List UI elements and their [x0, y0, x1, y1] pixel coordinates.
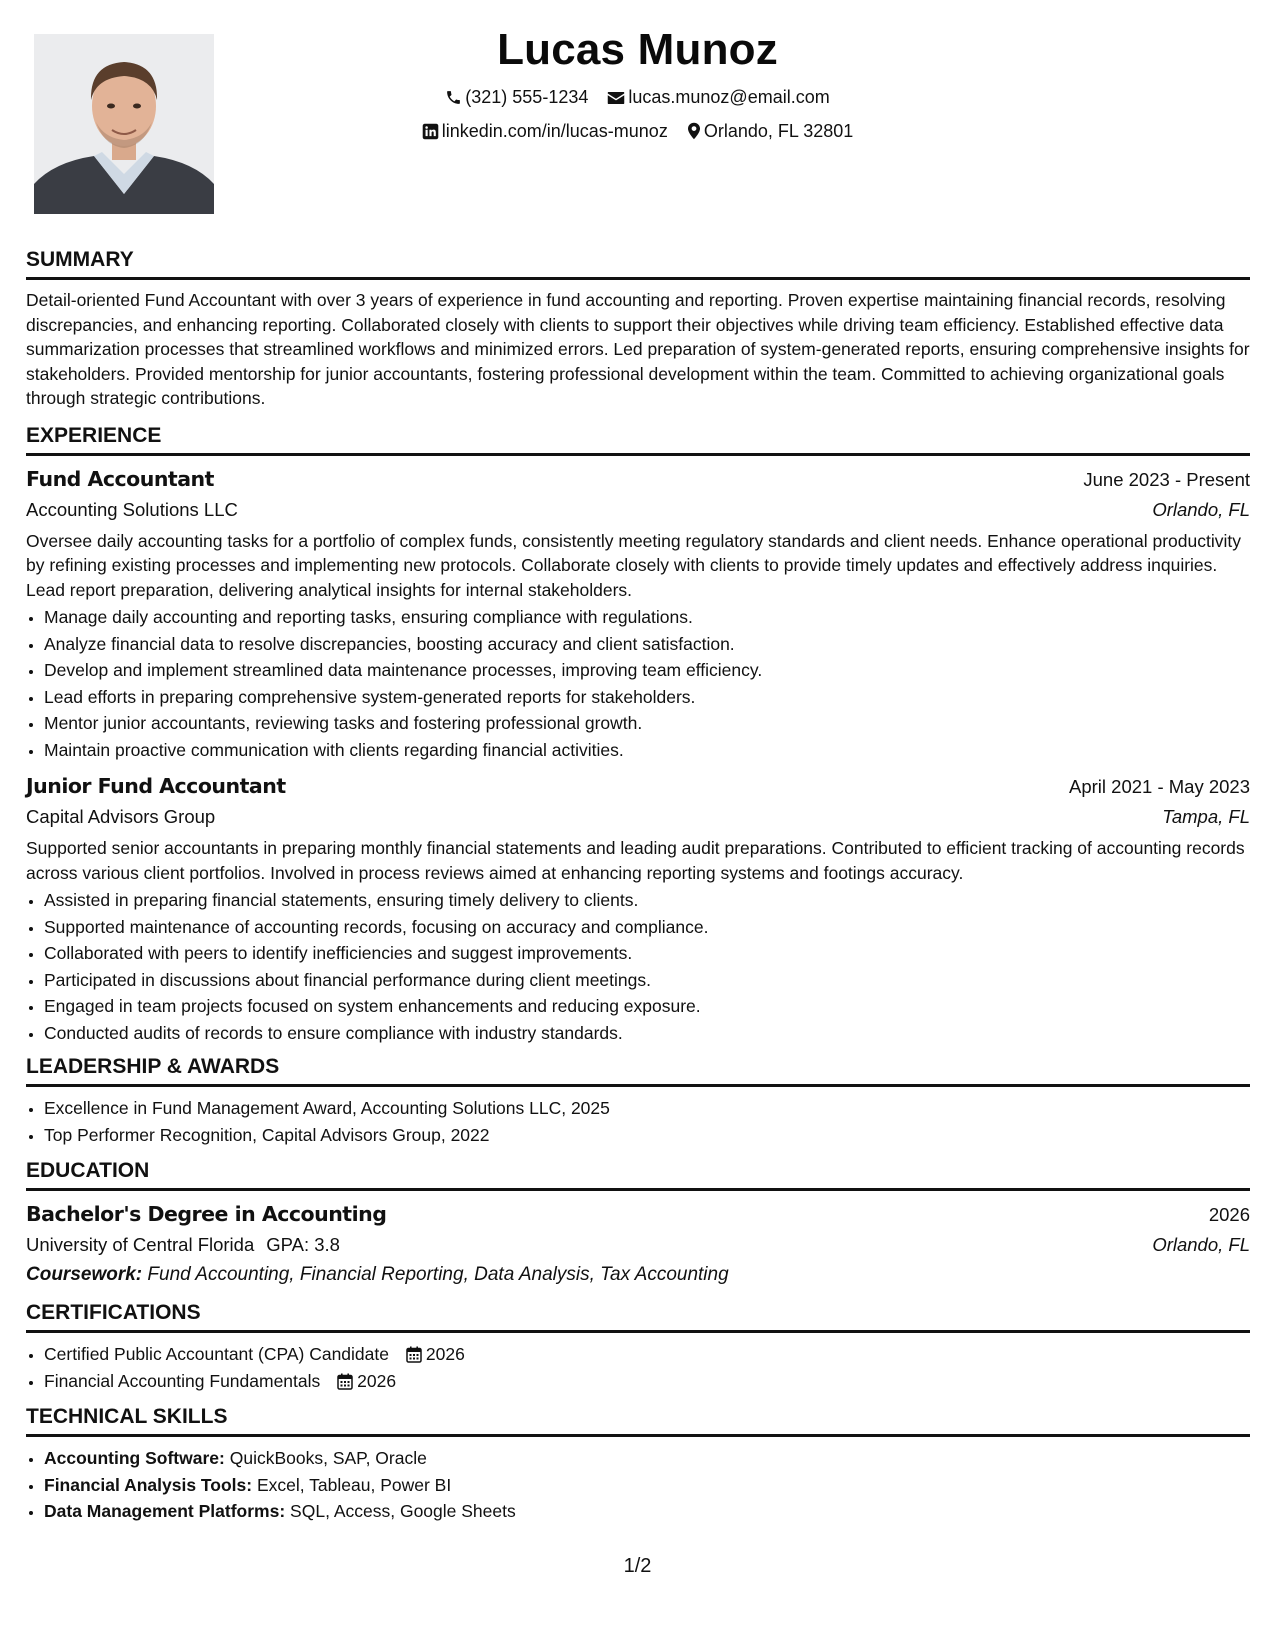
skill-value: Excel, Tableau, Power BI	[256, 1474, 452, 1495]
list-item: • Top Performer Recognition, Capital Advisors Group, 2022	[44, 1122, 1250, 1149]
job-bullets	[26, 604, 1250, 763]
school-name: University of Central Florida	[26, 1234, 255, 1255]
job-dates: June 2023 - Present	[1083, 468, 1250, 490]
list-item: • Manage daily accounting and reporting tasks, ensuring compliance with regulations.	[44, 604, 1250, 631]
skill-label: Accounting Software:	[44, 1448, 225, 1468]
list-item	[44, 1498, 1250, 1525]
skill-label: Financial Analysis Tools:	[44, 1474, 253, 1495]
job-entry	[26, 464, 1250, 764]
section-title: EXPERIENCE	[26, 423, 1250, 456]
awards-list	[26, 1095, 1250, 1148]
job-dates: April 2021 - May 2023	[1069, 776, 1250, 797]
coursework-label: Coursework:	[26, 1264, 143, 1285]
location-item	[687, 119, 853, 143]
gpa: GPA: 3.8	[266, 1234, 340, 1255]
location-text: Orlando, FL 32801	[703, 120, 854, 141]
page-number: 1/2	[623, 1555, 652, 1577]
linkedin-item[interactable]	[422, 119, 668, 143]
list-item: • Mentor junior accountants, reviewing tasks and fostering professional growth.	[44, 710, 1250, 737]
list-item	[44, 1445, 1250, 1472]
calendar-icon	[337, 1373, 353, 1390]
list-item: • Assisted in preparing financial statements, ensuring timely delivery to clients.	[44, 887, 1250, 914]
phone-icon	[445, 89, 462, 106]
certification-year: 2026	[425, 1344, 465, 1364]
job-location: Orlando, FL	[1152, 498, 1250, 520]
section-title: LEADERSHIP & AWARDS	[26, 1054, 1250, 1087]
job-location: Tampa, FL	[1162, 806, 1250, 827]
coursework	[26, 1260, 1250, 1290]
section-title: CERTIFICATIONS	[26, 1300, 1250, 1333]
education-section	[26, 1158, 1250, 1290]
skill-value: QuickBooks, SAP, Oracle	[229, 1448, 427, 1468]
resume-header	[0, 22, 1275, 143]
section-title: SUMMARY	[26, 247, 1250, 280]
location-pin-icon	[687, 122, 701, 140]
job-title: Fund Accountant	[26, 466, 214, 491]
job-description: Oversee daily accounting tasks for a portfolio of complex funds, consistently meeting regulatory standards and client needs. Enhance operational productivity by refining existing processes and implementing new protocols. Collaborate closely with clients to provide timely updates and effectively address inquiries. Lead report preparation, delivering analytical insights for internal stakeholders.	[26, 530, 1241, 600]
contact-row-1	[0, 84, 1275, 109]
job-entry	[26, 771, 1250, 1046]
list-item: • Supported maintenance of accounting records, focusing on accuracy and compliance.	[44, 914, 1250, 941]
job-description: Supported senior accountants in preparing monthly financial statements and leading audit preparations. Contributed to efficient tracking of accounting records across various client portfolios. Involved in process reviews aimed at enhancing reporting systems and footings accuracy.	[26, 838, 1245, 883]
certifications-list	[26, 1341, 1250, 1394]
awards-section	[26, 1054, 1250, 1148]
section-title: TECHNICAL SKILLS	[26, 1404, 1250, 1437]
email-text[interactable]: lucas.munoz@email.com	[628, 87, 830, 108]
email-icon	[607, 90, 625, 106]
linkedin-text[interactable]: linkedin.com/in/lucas-munoz	[441, 120, 668, 141]
list-item: • Lead efforts in preparing comprehensive system-generated reports for stakeholders.	[44, 684, 1250, 711]
certification-year: 2026	[357, 1370, 397, 1391]
graduation-year: 2026	[1208, 1204, 1250, 1225]
list-item	[44, 1368, 1250, 1395]
certification-name: Financial Accounting Fundamentals	[44, 1370, 321, 1391]
linkedin-icon	[422, 123, 439, 140]
list-item: • Participated in discussions about financial performance during client meetings.	[44, 967, 1250, 994]
list-item: • Collaborated with peers to identify inefficiencies and suggest improvements.	[44, 940, 1250, 967]
list-item: • Analyze financial data to resolve discrepancies, boosting accuracy and client satisfaction.	[44, 631, 1250, 658]
certification-name: Certified Public Accountant (CPA) Candidate	[44, 1344, 389, 1364]
section-title: EDUCATION	[26, 1158, 1250, 1191]
phone-item	[445, 85, 588, 109]
summary-text: Detail-oriented Fund Accountant with over 3 years of experience in fund accounting and reporting. Proven expertise maintaining financial records, resolving discrepancies, and enhancing reporting. Collaborated closely with clients to support their objectives while driving team efficiency. Established effective data summarization processes that streamlined workflows and minimized errors. Led preparation of system-generated reports, ensuring comprehensive insights for stakeholders. Provided mentorship for junior accountants, fostering professional development within the team. Committed to achieving organizational goals through strategic contributions.	[26, 290, 1250, 408]
list-item: • Maintain proactive communication with clients regarding financial activities.	[44, 737, 1250, 764]
certifications-section	[26, 1300, 1250, 1394]
experience-section	[26, 423, 1250, 1047]
school-location: Orlando, FL	[1152, 1234, 1250, 1255]
email-item[interactable]	[607, 85, 829, 109]
job-title: Junior Fund Accountant	[26, 774, 286, 798]
list-item: • Conducted audits of records to ensure compliance with industry standards.	[44, 1020, 1250, 1047]
coursework-list: Fund Accounting, Financial Reporting, Data Analysis, Tax Accounting	[147, 1264, 729, 1285]
resume-body	[26, 247, 1250, 1531]
skills-list	[26, 1445, 1250, 1525]
calendar-icon	[406, 1346, 422, 1363]
list-item: • Excellence in Fund Management Award, Accounting Solutions LLC, 2025	[44, 1095, 1250, 1122]
list-item: • Engaged in team projects focused on system enhancements and reducing exposure.	[44, 993, 1250, 1020]
contact-row-2	[0, 117, 1275, 142]
company-name: Capital Advisors Group	[26, 806, 216, 827]
company-name: Accounting Solutions LLC	[26, 498, 238, 520]
phone-text: (321) 555-1234	[465, 87, 589, 108]
skill-label: Data Management Platforms:	[44, 1501, 286, 1521]
candidate-name: Lucas Munoz	[497, 25, 778, 74]
skill-value: SQL, Access, Google Sheets	[290, 1501, 516, 1521]
summary-section	[26, 247, 1250, 411]
skills-section	[26, 1404, 1250, 1525]
degree-name: Bachelor's Degree in Accounting	[26, 1202, 387, 1226]
list-item	[44, 1341, 1250, 1368]
list-item	[44, 1472, 1250, 1499]
list-item: • Develop and implement streamlined data maintenance processes, improving team efficiency.	[44, 657, 1250, 684]
job-bullets	[26, 887, 1250, 1046]
